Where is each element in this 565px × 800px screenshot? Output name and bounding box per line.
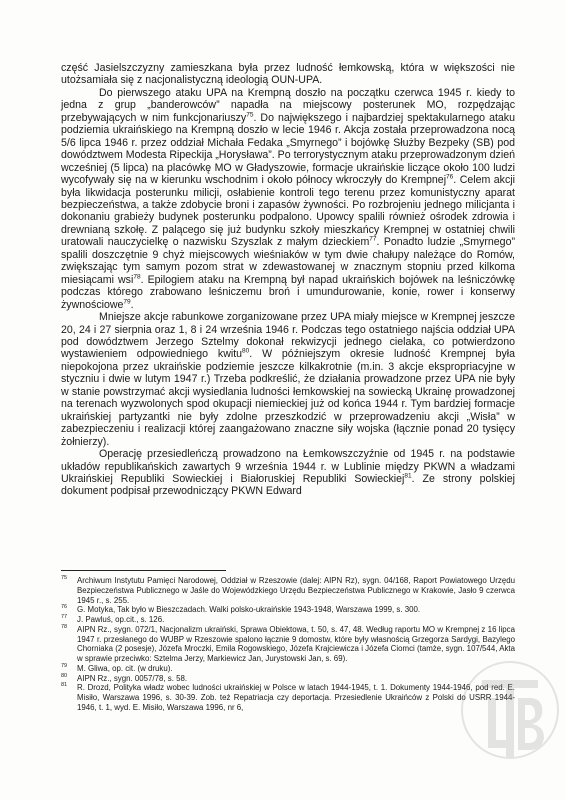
body-paragraph [61, 87, 515, 311]
body-paragraph [61, 311, 515, 448]
footnote-text: M. Gliwa, op. cit. (w druku). [77, 663, 173, 673]
paragraph-text: Do pierwszego ataku UPA na Krempną doszło na początku czerwca 1945 r. kiedy to jedna z grup „banderowców” napadła na miejscowy posterunek MO, rozpędzając przebywających w nim funkcjonariuszy [61, 86, 515, 124]
footnote-item [61, 576, 515, 605]
body-paragraph [61, 62, 515, 87]
footnote-number: 81 [61, 682, 68, 689]
footnote-item [61, 683, 515, 712]
footnote-text: AIPN Rz., sygn. 072/1, Nacjonalizm ukraiński, Sprawa Obiektowa, t. 50, s. 47, 48. Według raportu MO w Krempnej z 16 lipca 1947 r. przesłanego do WUBP w Rzeszowie spalono łącznie 9 domostw, które były własnością Grzegorza Sardygi, Bazylego Chorniaka (2 posesje), Józefa Mroczki, Emila Rogowskiego, Józefa Krajciewicza i Józefa Ciomci (tamże, sygn. 107/544, Akta w sprawie przeciwko: Sztelma Jerzy, Markiewicz Jan, Jurystowski Jan, s. 69). [77, 624, 515, 663]
footnote-item [61, 625, 515, 664]
footnote-number: 75 [61, 575, 68, 581]
footnote-item [61, 605, 515, 615]
paragraph-text: . W późniejszym okresie ludność Krempnej była niepokojona przez ukraińskie podziemie jeszcze kilkakrotnie (m.in. 3 akcje ekspropriacyjne w styczniu i dwie w lutym 1947 r.) Trzeba podkreślić, że działania prowadzone przez UPA nie były w stanie powstrzymać akcji wysiedlania ludności łemkowskiej na sowiecką Ukrainę prowadzonej na terenach wyzwolonych spod okupacji niemieckiej już od końca 1944 r. Tym bardziej formacje ukraińskiej partyzantki nie były zdolne przeszkodzić w przeprowadzeniu akcji „Wisła” w zabezpieczeniu i realizacji której zaangażowano znaczne siły wojska (łącznie ponad 20 tysięcy żołnierzy). [61, 348, 516, 448]
footnote-text: G. Motyka, Tak było w Bieszczadach. Walki polsko-ukraińskie 1943-1948, Warszawa 1999, s. 300. [77, 605, 421, 615]
paragraph-text: Mniejsze akcje rabunkowe zorganizowane przez UPA miały miejsce w Krempnej jeszcze 20, 24 i 27 sierpnia oraz 1, 8 i 24 września 1946 r. Podczas tego ostatniego najścia oddział UPA pod dowództwem Jerzego Sztelmy dokonał rekwizycji jednego cielaka, co potwierdzono wystawieniem odpowiedniego kwitu [61, 311, 515, 361]
footnote-reference: 77 [369, 235, 377, 243]
footnote-text: R. Drozd, Polityka władz wobec ludności ukraińskiej w Polsce w latach 1944-1945, t. 1. Dokumenty 1944-1946, pod red. E. Misiło, Warszawa 1996, s. 30-39. Zob. też Repatriacja czy deportacja. Przesiedlenie Ukraińców z Polski do USRR 1944-1946, t. 1, wyd. E. Misiło, Warszawa 1996, nr 6, [77, 683, 515, 712]
footnote-item [61, 674, 515, 684]
paragraph-text: . Ze strony polskiej dokument podpisał przewodniczący PKWN Edward [61, 472, 515, 498]
paragraph-text: Operację przesiedleńczą prowadzono na Łemkowszczyźnie od 1945 r. na podstawie układów republikańskich zawartych 9 września 1944 r. w Lublinie między PKWN a władzami Ukraińskiej Republiki Sowieckiej i Białoruskiej Republiki Sowieckiej [61, 448, 515, 485]
paragraph-text: . Do największego i najbardziej spektakularnego ataku podziemia ukraińskiego na Krempną doszło w lecie 1946 r. Akcja została przeprowadzona nocą 5/6 lipca 1946 r. przez oddział Michała Fedaka „Smyrnego” i bojówkę Służby Bezpeky (SB) pod dowództwem Modesta Ripeckija „Horysława”. Po terrorystycznym ataku przeprowadzonym dzień wcześniej (5 lipca) na placówkę MO w Gładyszowie, formacje ukraińskie liczące około 100 ludzi wycofywały się na w kierunku wschodnim i około północy wkroczyły do Krempnej [61, 111, 515, 187]
paragraph-text: część Jasielszczyzny zamieszkana była przez ludność łemkowską, która w większości nie utożsamiała się z nacjonalistyczną ideologią OUN-UPA. [61, 62, 515, 87]
footnote-item [61, 615, 515, 625]
footnote-text: AIPN Rz., sygn. 0057/78, s. 58. [77, 673, 188, 683]
footnote-reference: 81 [404, 472, 412, 480]
body-text [61, 62, 515, 498]
footnote-separator [61, 570, 226, 571]
footnote-text: J. Pawluś, op.cit., s. 126. [77, 615, 165, 624]
footnote-number: 79 [61, 662, 68, 669]
footnote-number: 76 [61, 604, 68, 611]
paragraph-text: . Celem akcji była likwidacja posterunku milicji, osłabienie kontroli tego terenu przez komunistyczny aparat bezpieczeństwa, a także zdobycie broni i zapasów żywności. Po rozbrojeniu jednego milicjanta i dokonaniu grabieży budynek posterunku podpalono. Upowcy spalili również ośrodek zdrowia i drewnianą szkołę. Z palącego się już budynku szkoły mieszkańcy Krempnej w ostatniej chwili uratowali nauczycielkę o nazwisku Szyszlak z małym dzieckiem [61, 174, 515, 249]
footnote-reference: 79 [123, 298, 131, 306]
paragraph-text: . Epilogiem ataku na Krempną był napad ukraińskich bojówek na leśniczówkę podczas którego zrabowano leśniczemu broń i umundurowanie, konie, rower i konserwy żywnościowe [61, 273, 515, 311]
footnote-reference: 76 [446, 173, 454, 181]
footnote-reference: 78 [133, 273, 141, 281]
footnote-number: 77 [61, 614, 68, 620]
paragraph-text: . Ponadto ludzie „Smyrnego” spalili doszczętnie 9 chyż miejscowych wieśniaków w tym dwie chałupy należące do Romów, zwiększając tym samym pozom strat w zdewastowanej w znacznym stopniu przed kilkoma miesiącami wsi [61, 236, 515, 286]
footnote-reference: 80 [242, 347, 250, 355]
footnote-item [61, 664, 515, 674]
paragraph-text: . [130, 298, 134, 311]
tlb-monogram-seal-icon [452, 640, 562, 780]
footnote-number: 78 [61, 623, 68, 630]
footnote-text: Archiwum Instytutu Pamięci Narodowej, Oddział w Rzeszowie (dalej: AIPN Rz), sygn. 04/168, Raport Powiatowego Urzędu Bezpieczeństwa Publicznego w Jaśle do Wojewódzkiego Urzędu Bezpieczeństwa Publicznego w Krakowie, Jasło 9 czerwca 1945 r., s. 255. [77, 576, 515, 605]
footnote-reference: 75 [246, 111, 254, 119]
footnotes [61, 576, 515, 713]
footnote-number: 80 [61, 672, 68, 679]
body-paragraph [61, 448, 515, 498]
